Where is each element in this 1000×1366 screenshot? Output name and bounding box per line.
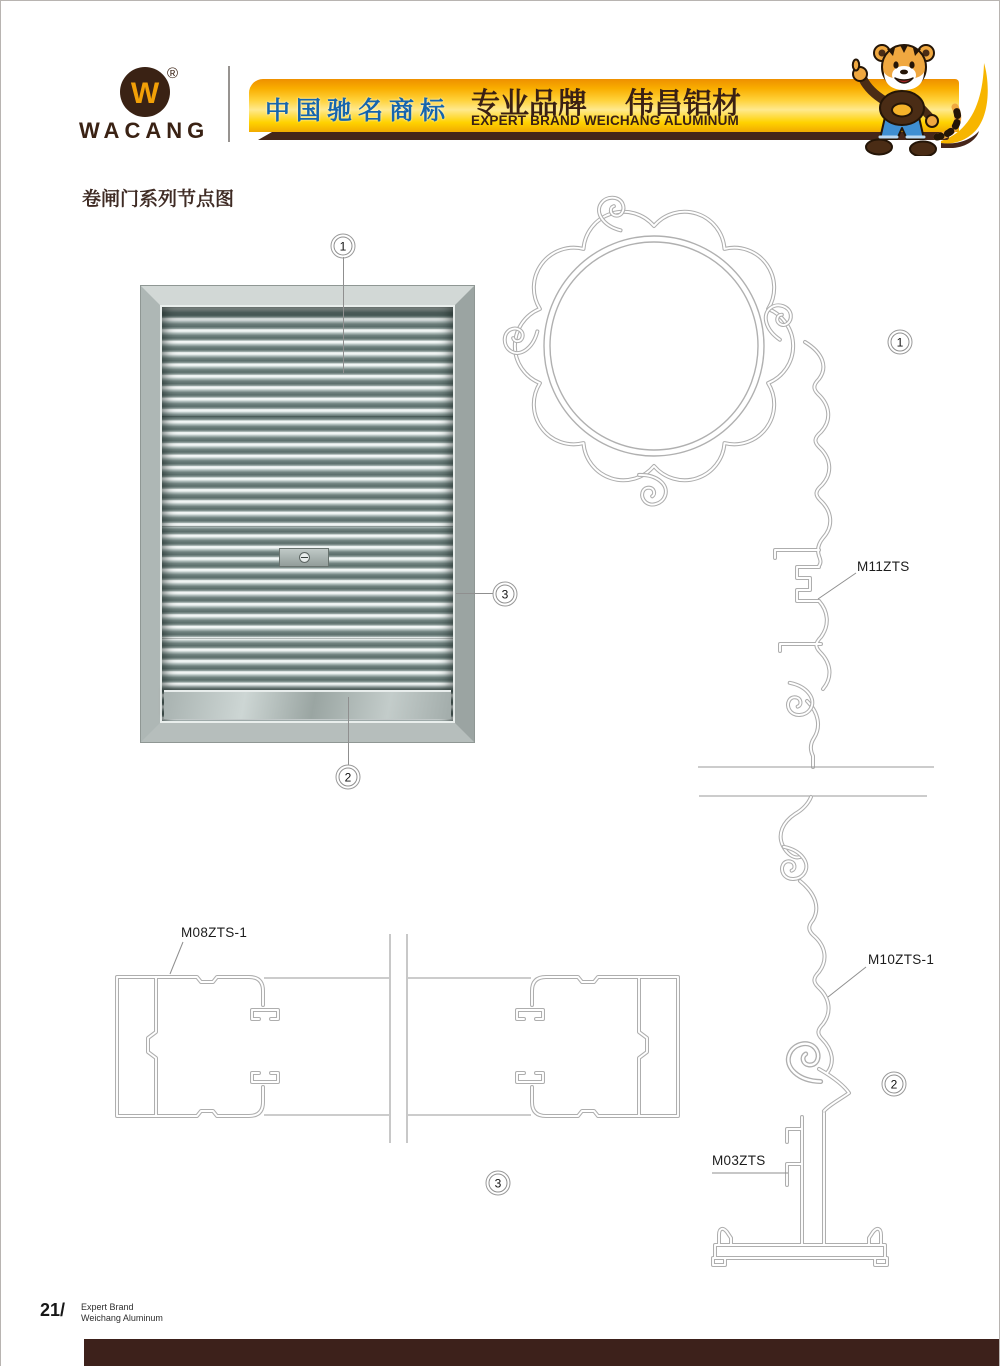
guide-rail-profile-right <box>517 977 678 1116</box>
door-lock-plate <box>279 548 329 567</box>
section-break-lines <box>698 767 934 796</box>
section-title: 卷闸门系列节点图 <box>82 189 235 210</box>
footer-brown-bar <box>84 1339 1000 1366</box>
photo-callout-1 <box>334 237 353 256</box>
wacang-logo-icon <box>118 65 172 119</box>
roller-door-photo <box>141 286 474 742</box>
photo-callout-2 <box>339 768 358 787</box>
svg-text:W: W <box>130 77 160 110</box>
slat-joint-line <box>162 526 453 527</box>
rail-connection-lines <box>264 934 531 1143</box>
callout-2-leader <box>348 697 349 765</box>
curtain-profile-lower <box>713 797 887 1265</box>
drawing-callout-2 <box>885 1075 904 1094</box>
registered-trademark-symbol: ® <box>167 65 179 82</box>
callout-number: 3 <box>494 1176 502 1190</box>
footer-line-1: Expert Brand <box>81 1302 134 1312</box>
guide-rail-profile-left <box>117 977 278 1116</box>
header-divider <box>228 66 230 142</box>
callout-1-leader <box>343 257 344 373</box>
door-bottom-bar <box>164 690 451 719</box>
door-slats <box>162 307 453 721</box>
label-m11zts: M11ZTS <box>857 559 910 574</box>
drawing-callout-3 <box>489 1174 508 1193</box>
photo-callout-3 <box>496 585 515 604</box>
callout-number: 2 <box>344 770 352 784</box>
label-m03zts: M03ZTS <box>712 1153 766 1168</box>
curtain-profile-upper <box>775 342 830 767</box>
drawing-callout-1 <box>891 333 910 352</box>
label-m08zts-1: M08ZTS-1 <box>181 925 248 940</box>
callout-number: 3 <box>501 587 509 601</box>
page-number: 21/ <box>40 1300 66 1320</box>
footer-brand-text <box>81 1302 163 1323</box>
tiger-mascot-icon <box>843 41 969 156</box>
slat-joint-line <box>162 638 453 639</box>
callout-number: 2 <box>890 1077 898 1091</box>
drum-detail-drawing <box>503 196 795 506</box>
callout-number: 1 <box>339 239 347 253</box>
banner-slogan-company: 伟昌铝材 <box>625 88 742 120</box>
slat-joint-line <box>162 416 453 417</box>
callout-3-leader <box>456 593 493 594</box>
banner-en-slogan: EXPERT BRAND WEICHANG ALUMINUM <box>471 113 739 128</box>
banner-slogan-brand-type: 专业品牌 <box>471 88 588 120</box>
brand-name: WACANG <box>79 118 210 143</box>
label-m10zts-1: M10ZTS-1 <box>868 952 935 967</box>
banner-cn-badge: 中国驰名商标 <box>265 97 452 125</box>
footer-line-2: Weichang Aluminum <box>81 1312 163 1323</box>
callout-number: 1 <box>896 335 904 349</box>
